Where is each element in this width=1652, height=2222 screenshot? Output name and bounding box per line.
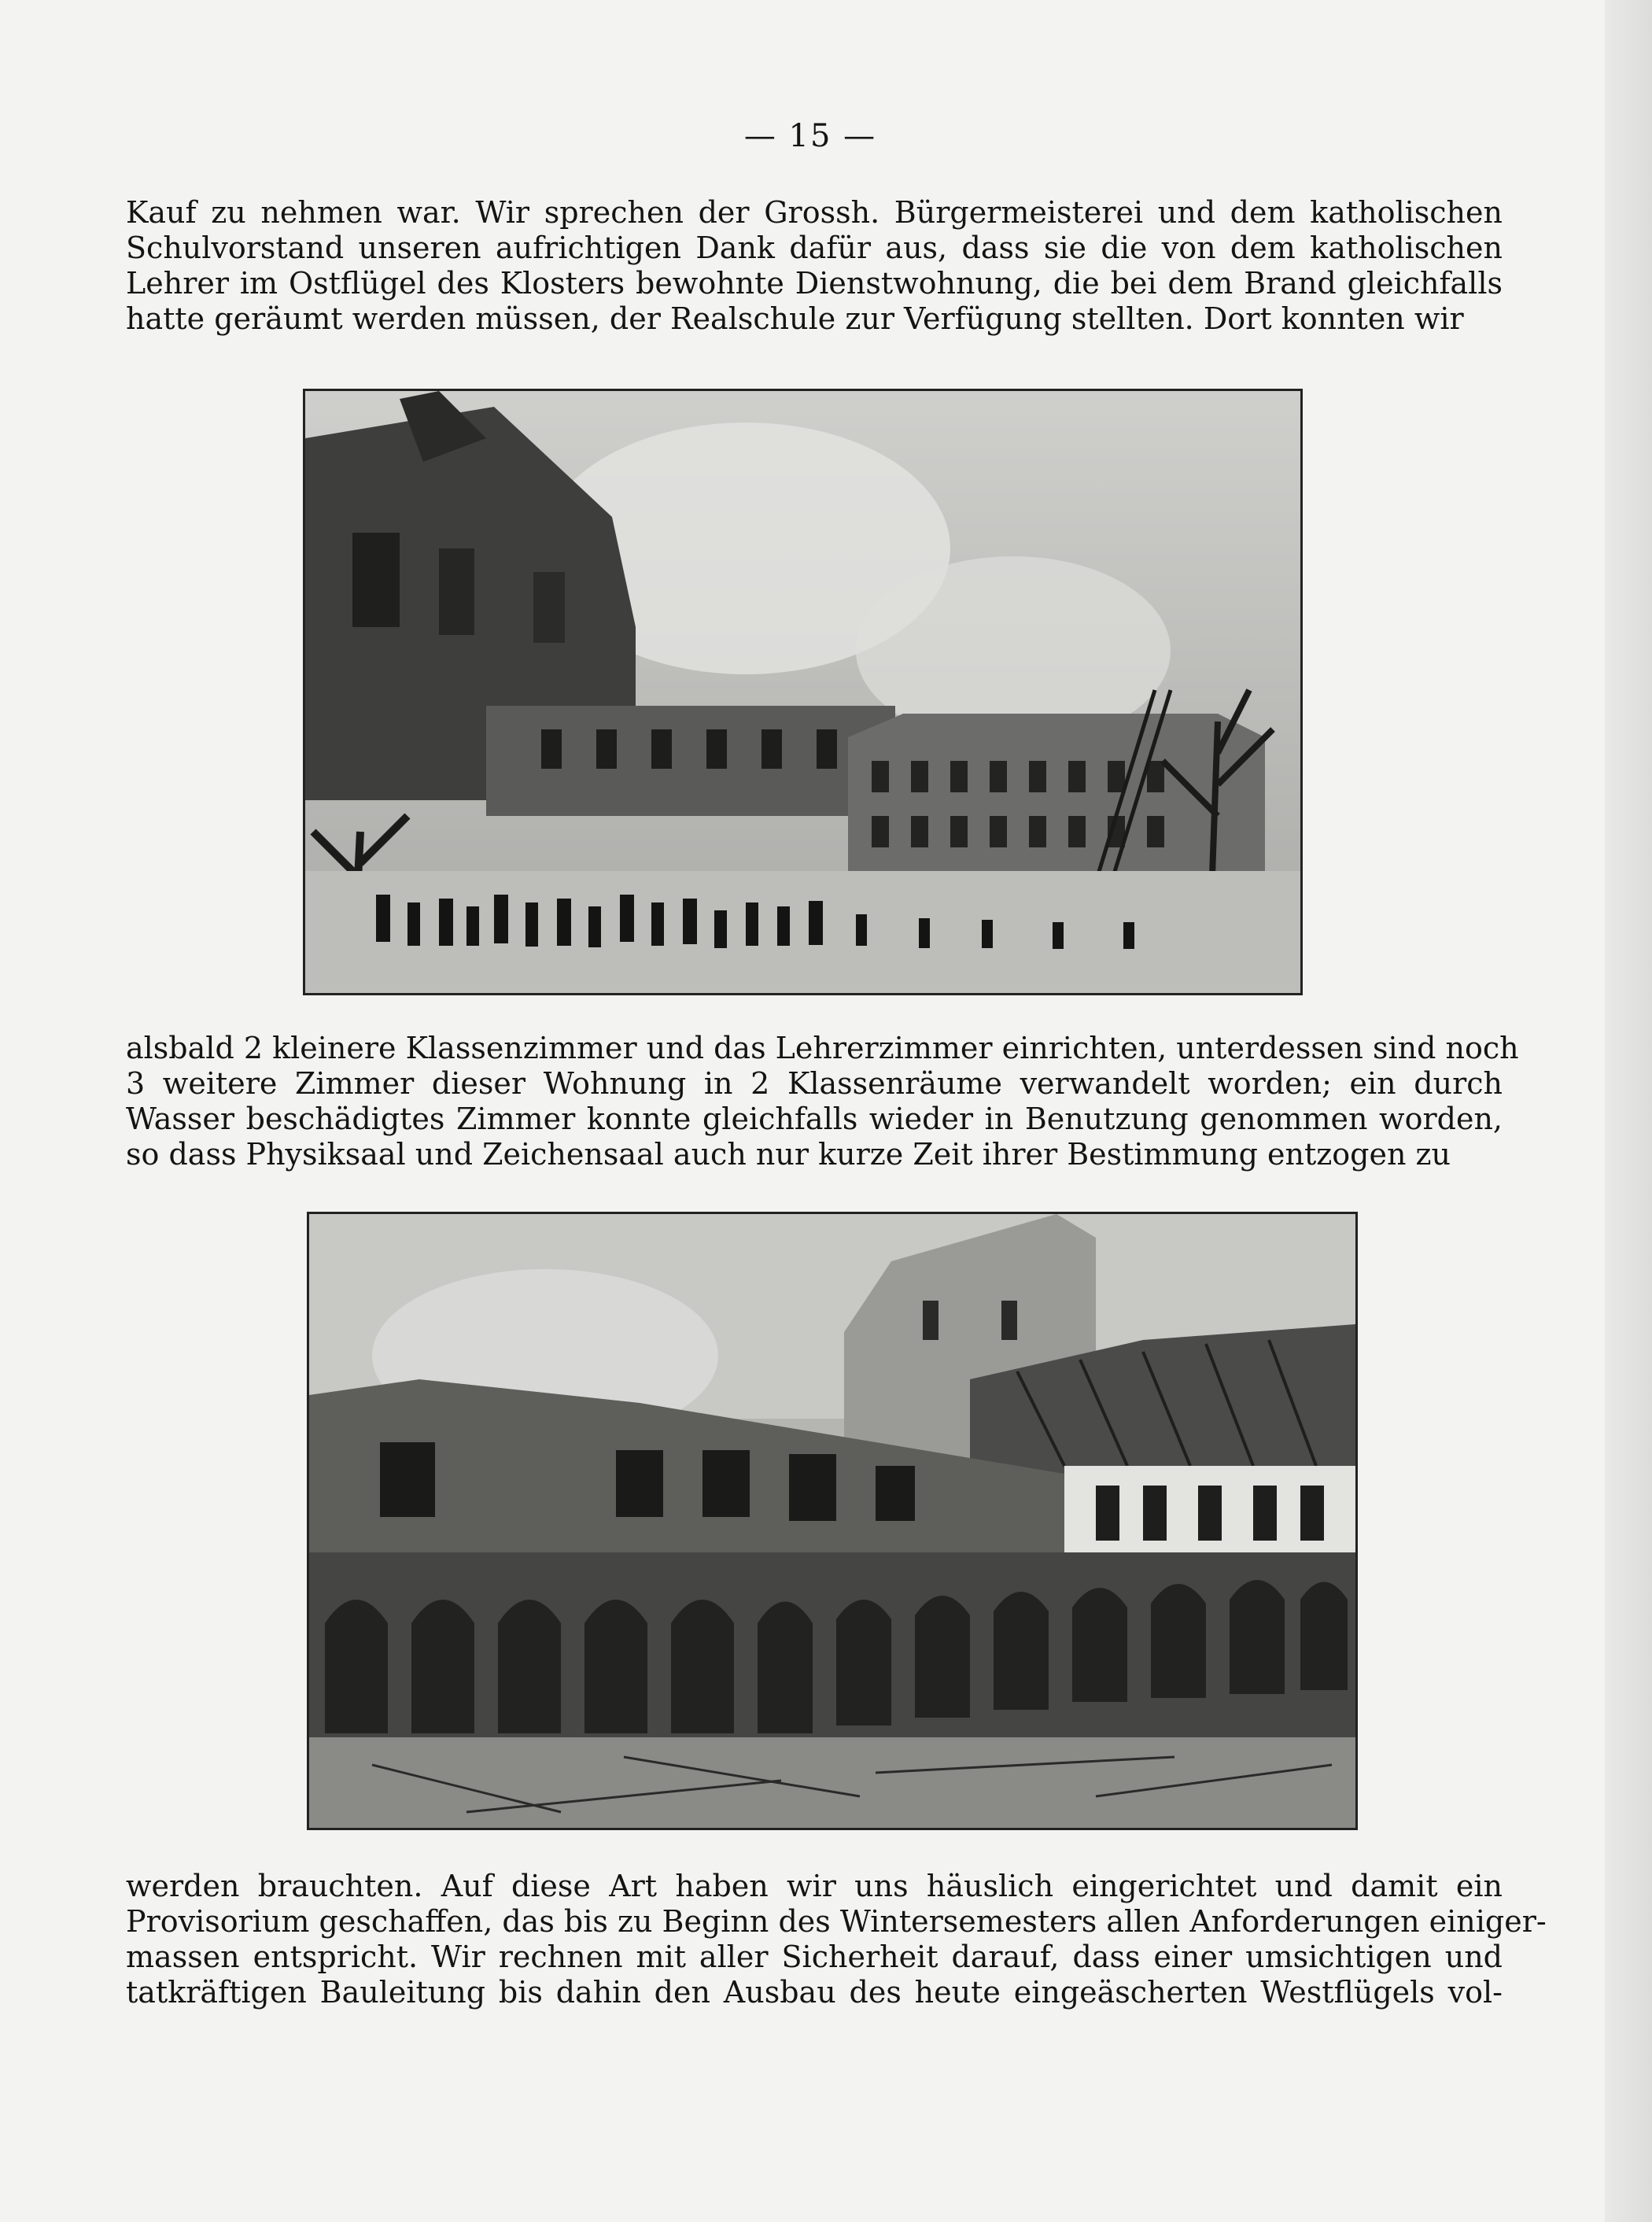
text-line: werden brauchten. Auf diese Art haben wir uns häuslich eingerichtet und damit ein [126,1869,1503,1903]
page-number: — 15 — [743,118,877,154]
text-line: so dass Physiksaal und Zeichensaal auch nur kurze Zeit ihrer Bestimmung entzogen zu [126,1137,1451,1172]
paragraph-1 [126,195,1503,337]
text-line: tatkräftigen Bauleitung bis dahin den Ausbau des heute eingeäscherten Westflügels vol- [126,1975,1503,2010]
text-line: Provisorium geschaffen, das bis zu Beginn des Wintersemesters allen Anforderungen einiger- [126,1904,1547,1939]
photo-burnt-cloister [307,1212,1358,1830]
paragraph-3 [126,1869,1547,2010]
paragraph-2 [126,1031,1519,1172]
text-line: Kauf zu nehmen war. Wir sprechen der Grossh. Bürgermeisterei und dem katholischen [126,195,1503,230]
text-line: hatte geräumt werden müssen, der Realschule zur Verfügung stellten. Dort konnten wir [126,301,1464,336]
text-line: 3 weitere Zimmer dieser Wohnung in 2 Klassenräume verwandelt worden; ein durch [126,1066,1503,1101]
photo-fire-monastery-crowd [303,389,1303,995]
text-line: massen entspricht. Wir rechnen mit aller Sicherheit darauf, dass einer umsichtigen und [126,1940,1503,1974]
text-line: Wasser beschädigtes Zimmer konnte gleichfalls wieder in Benutzung genommen worden, [126,1102,1503,1136]
page-edge-shadow [1605,0,1652,2222]
text-line: alsbald 2 kleinere Klassenzimmer und das Lehrerzimmer einrichten, unterdessen sind noch [126,1031,1519,1065]
text-line: Schulvorstand unseren aufrichtigen Dank dafür aus, dass sie die von dem katholischen [126,231,1503,265]
text-line: Lehrer im Ostflügel des Klosters bewohnte Dienstwohnung, die bei dem Brand gleichfalls [126,266,1503,301]
